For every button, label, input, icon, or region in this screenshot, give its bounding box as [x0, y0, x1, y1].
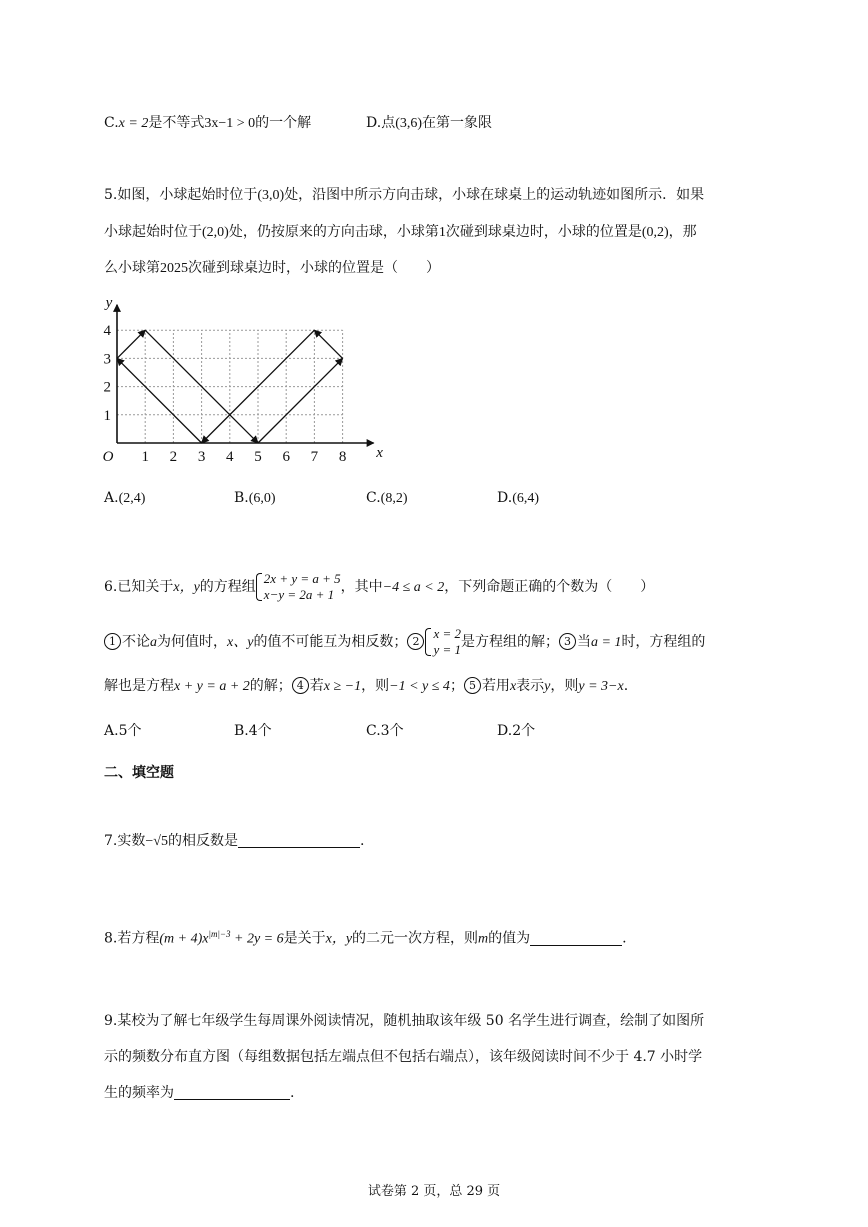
- x-tick-label: 8: [338, 449, 347, 465]
- q5-option-b[interactable]: B.(6,0): [234, 490, 276, 506]
- x-tick-label: 1: [141, 449, 149, 465]
- section-heading: 二、填空题: [104, 765, 174, 781]
- billiard-graph: [100, 295, 390, 470]
- answer-blank[interactable]: [530, 931, 622, 946]
- q6-option-c[interactable]: C.3个: [366, 723, 404, 739]
- trajectory-segment: [314, 330, 342, 358]
- q5-line-2: 小球起始时位于(2,0)处，仍按原来的方向击球，小球第1次碰到球桌边时，小球的位置是(0,2)，那: [104, 224, 697, 240]
- grid: [117, 330, 343, 443]
- q6-line-3: 解也是方程x + y = a + 2的解； 4 若x ≥ −1，则−1 < y ≤ 4； 5 若用x表示y，则y = 3−x.: [104, 678, 629, 694]
- x-tick-label: 5: [254, 449, 262, 465]
- trajectory-segment: [258, 358, 343, 443]
- math: 3x−1 > 0: [204, 116, 256, 131]
- answer-blank[interactable]: [174, 1085, 290, 1100]
- option-label: C.: [104, 115, 119, 131]
- text: 的一个解: [255, 115, 312, 131]
- y-tick-label: 2: [103, 379, 111, 396]
- math: (3,6): [395, 116, 423, 131]
- q6-line-1: 6.已知关于x，y的方程组 2x + y = a + 5 x−y = 2a + 1 ，其中−4 ≤ a < 2，下列命题正确的个数为（ ）: [104, 571, 655, 602]
- y-tick-label: 4: [103, 323, 111, 340]
- x-tick-label: 2: [169, 449, 178, 465]
- q6-option-b[interactable]: B.4个: [234, 723, 272, 739]
- trajectory-segment: [117, 358, 202, 443]
- axes: [117, 305, 374, 443]
- option-label: D.: [366, 115, 382, 131]
- page-footer: 试卷第 2 页，总 29 页: [367, 1184, 501, 1199]
- y-tick-label: 3: [103, 351, 111, 368]
- q5-option-a[interactable]: A.(2,4): [104, 490, 146, 506]
- y-tick-label: 1: [103, 407, 111, 424]
- q7-line: 7.实数−√5的相反数是 .: [104, 833, 365, 849]
- q4-option-c[interactable]: [104, 112, 311, 132]
- q5-option-c[interactable]: C.(8,2): [366, 490, 408, 506]
- x-tick-label: 6: [282, 449, 290, 465]
- q5-line-3: 么小球第2025次碰到球桌边时，小球的位置是（ ）: [104, 260, 440, 276]
- q5-option-d[interactable]: D.(6,4): [497, 490, 540, 506]
- q8-line: 8.若方程$(m + 4)x^{|m|-3} + 2y = 6$是关于x，y的二元一次方程，则m的值为 .: [104, 929, 627, 947]
- y-axis-label: y: [105, 295, 113, 311]
- solution-system: x = 2 y = 1: [425, 626, 461, 658]
- q4-option-d[interactable]: [366, 112, 492, 132]
- origin-label: O: [102, 449, 114, 465]
- trajectory-segment: [117, 330, 145, 358]
- answer-blank[interactable]: [238, 833, 360, 848]
- q9-line-1: 9.某校为了解七年级学生每周课外阅读情况，随机抽取该年级 50 名学生进行调查，绘制了如图所: [104, 1013, 705, 1029]
- x-tick-label: 3: [197, 449, 206, 465]
- x-tick-label: 7: [310, 449, 319, 465]
- equation-system: 2x + y = a + 5 x−y = 2a + 1: [256, 571, 341, 603]
- circled-number: 5: [464, 677, 481, 694]
- q6-option-d[interactable]: D.2个: [497, 723, 536, 739]
- q6-line-2: 1 不论a为何值时，x、y的值不可能互为相反数； 2 x = 2 y = 1 是方程组的解； 3 当a = 1时，方程组的: [104, 626, 705, 658]
- circled-number: 4: [292, 677, 309, 694]
- tick-labels: [103, 295, 384, 465]
- circled-number: 1: [104, 633, 121, 650]
- q5-line-1: 5.如图，小球起始时位于(3,0)处，沿图中所示方向击球，小球在球桌上的运动轨迹如图所示．如果: [104, 187, 705, 203]
- circled-number: 2: [407, 633, 424, 650]
- q9-line-3: 生的频率为 .: [104, 1085, 295, 1101]
- q6-option-a[interactable]: A.5个: [104, 723, 142, 739]
- text: 在第一象限: [422, 115, 493, 131]
- circled-number: 3: [559, 633, 576, 650]
- text: 点: [381, 115, 396, 131]
- x-axis-label: x: [376, 445, 383, 461]
- text: 是不等式: [148, 115, 205, 131]
- q9-line-2: 示的频数分布直方图（每组数据包括左端点但不包括右端点），该年级阅读时间不少于 4.7 小时学: [104, 1049, 703, 1065]
- x-tick-label: 4: [226, 449, 234, 465]
- math: x = 2: [118, 116, 149, 131]
